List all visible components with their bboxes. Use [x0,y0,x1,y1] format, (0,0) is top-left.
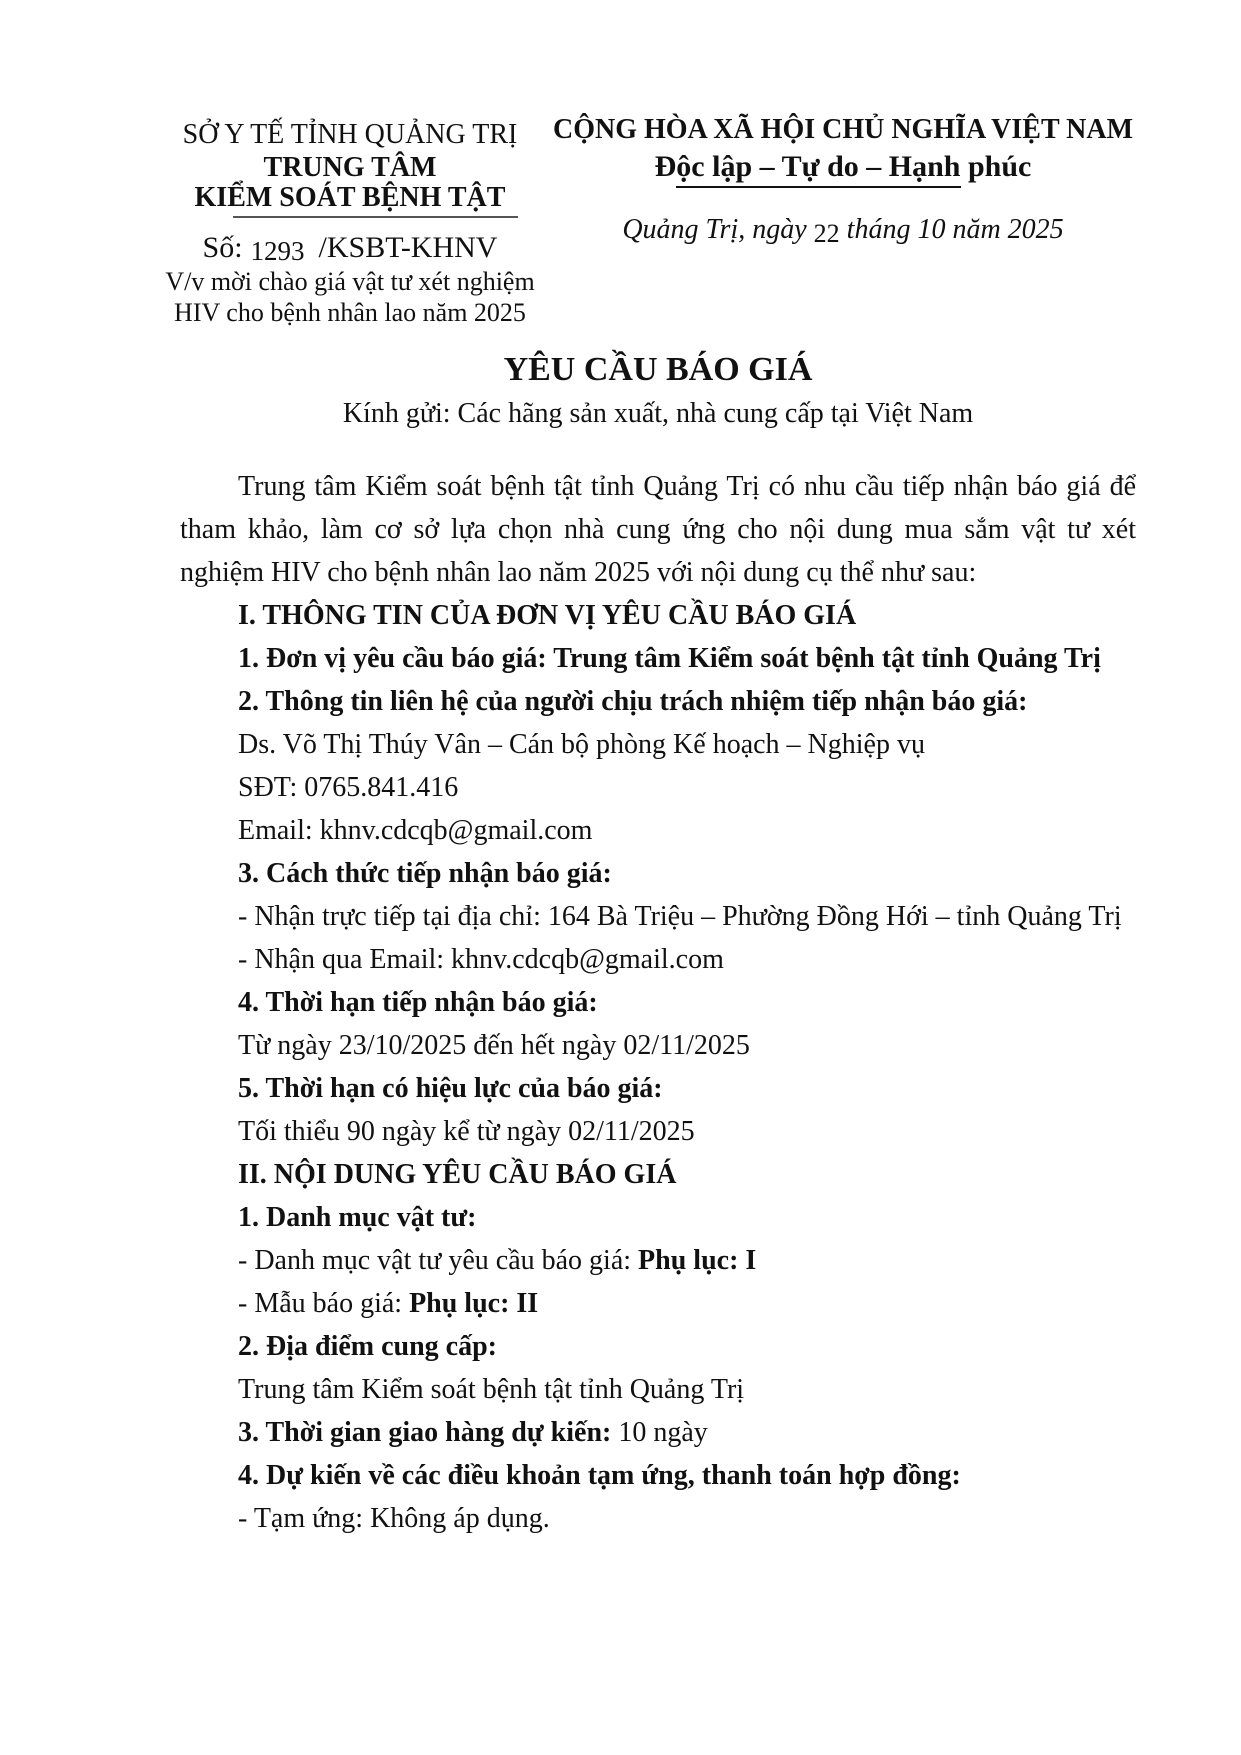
receive-direct-line: - Nhận trực tiếp tại địa chỉ: 164 Bà Triệu – Phường Đồng Hới – tỉnh Quảng Trị [238,901,1122,932]
motto-tail: phúc [960,150,1032,183]
document-number-line [150,230,550,266]
section1-item2-heading: 2. Thông tin liên hệ của người chịu trách nhiệm tiếp nhận báo giá: [238,686,1028,717]
delivery-time-label: 3. Thời gian giao hàng dự kiến: [238,1417,612,1448]
document-number-value: 1293 [250,236,305,266]
date-suffix: tháng 10 năm 2025 [846,214,1064,245]
contact-phone-line: SĐT: 0765.841.416 [238,772,459,803]
national-title: CỘNG HÒA XÃ HỘI CHỦ NGHĨA VIỆT NAM [552,114,1134,145]
agency-underline-rule [233,216,518,218]
section1-item3-heading: 3. Cách thức tiếp nhận báo giá: [238,858,612,889]
advance-payment-line: - Tạm ứng: Không áp dụng. [238,1503,550,1534]
document-subject-line2: HIV cho bệnh nhân lao năm 2025 [174,298,526,327]
section2-heading: II. NỘI DUNG YÊU CẦU BÁO GIÁ [238,1159,677,1190]
delivery-time-line [180,1411,1136,1454]
contact-email-line: Email: khnv.cdcqb@gmail.com [238,815,593,846]
section1-heading: I. THÔNG TIN CỦA ĐƠN VỊ YÊU CẦU BÁO GIÁ [238,600,857,631]
document-number-label: Số: [202,231,243,264]
section2-item1-heading: 1. Danh mục vật tư: [238,1202,477,1233]
appendix2-text: - Mẫu báo giá: [238,1288,410,1319]
appendix1-text: - Danh mục vật tư yêu cầu báo giá: [238,1245,639,1276]
delivery-place-line: Trung tâm Kiểm soát bệnh tật tỉnh Quảng Trị [238,1374,745,1405]
deadline-value-line: Từ ngày 23/10/2025 đến hết ngày 02/11/2025 [238,1030,750,1061]
national-header-block [548,112,1138,246]
issuing-agency-block [150,118,550,328]
motto-prefix: Đ [654,150,677,183]
section2-item2-heading: 2. Địa điểm cung cấp: [238,1331,497,1362]
date-prefix: Quảng Trị, ngày [622,214,807,245]
validity-value-line: Tối thiểu 90 ngày kể từ ngày 02/11/2025 [238,1116,695,1147]
document-body [180,348,1136,1540]
section1-item4-heading: 4. Thời hạn tiếp nhận báo giá: [238,987,598,1018]
agency-name-line2: KIỂM SOÁT BỆNH TẬT [194,182,506,213]
salutation-line: Kính gửi: Các hãng sản xuất, nhà cung cấp tại Việt Nam [342,398,974,429]
intro-paragraph: Trung tâm Kiểm soát bệnh tật tỉnh Quảng Trị có nhu cầu tiếp nhận báo giá để tham khảo, làm cơ sở lựa chọn nhà cung ứng cho nội dung mua sắm vật tư xét nghiệm HIV cho bệnh nhân lao năm 2025 với nội dung cụ thể như sau: [180,471,1136,588]
agency-name-line1: TRUNG TÂM [263,152,437,183]
parent-agency-name: SỞ Y TẾ TỈNH QUẢNG TRỊ [182,119,518,150]
receive-email-line: - Nhận qua Email: khnv.cdcqb@gmail.com [238,944,724,975]
contact-name-line: Ds. Võ Thị Thúy Vân – Cán bộ phòng Kế hoạch – Nghiệp vụ [238,729,925,760]
appendix1-ref: Phụ lục: I [638,1245,757,1276]
list-appendix1-line [180,1239,1136,1282]
motto-underlined-part: ộc lập – Tự do – Hạnh [676,150,960,188]
section2-item4-heading: 4. Dự kiến về các điều khoản tạm ứng, thanh toán hợp đồng: [238,1460,961,1491]
document-number-suffix: /KSBT-KHNV [318,231,498,264]
document-title: YÊU CẦU BÁO GIÁ [503,351,813,388]
appendix2-ref: Phụ lục: II [409,1288,539,1319]
date-day-value: 22 [813,219,840,248]
place-date-line [548,214,1138,246]
section1-item1: 1. Đơn vị yêu cầu báo giá: Trung tâm Kiểm soát bệnh tật tỉnh Quảng Trị [238,643,1101,674]
delivery-time-value: 10 ngày [611,1417,708,1448]
section1-item5-heading: 5. Thời hạn có hiệu lực của báo giá: [238,1073,663,1104]
document-subject-line1: V/v mời chào giá vật tư xét nghiệm [165,267,535,296]
national-motto [548,148,1138,186]
list-appendix2-line [180,1282,1136,1325]
